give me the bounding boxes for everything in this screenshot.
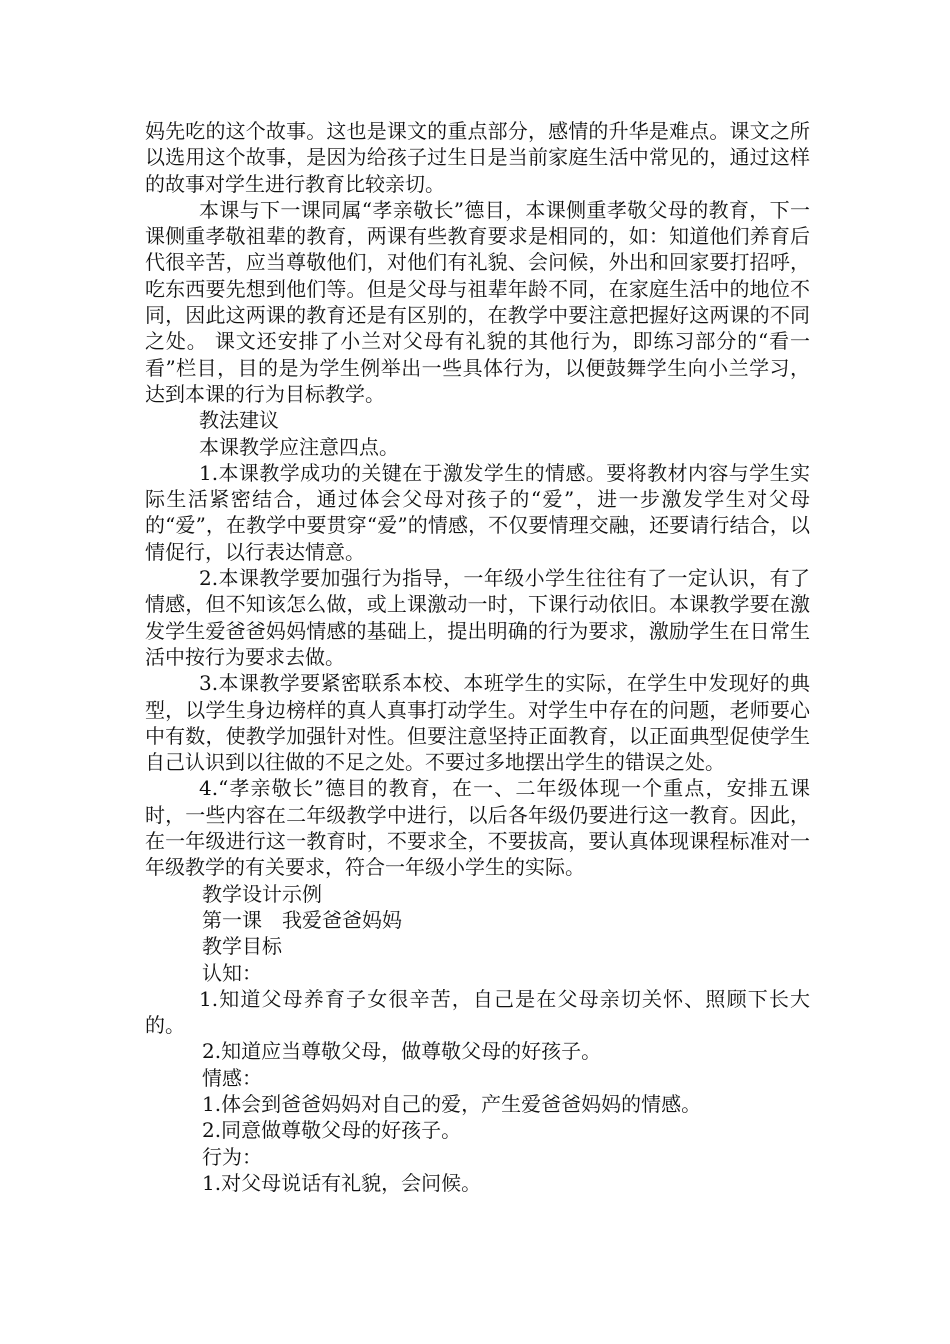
paragraph-point-2: 2.本课教学要加强行为指导，一年级小学生往往有了一定认识，有了情感，但不知该怎么做，或上课激动一时，下课行动依旧。本课教学要在激发学生爱爸爸妈妈情感的基础上，提出明确的行为要求，激励学生在日常生活中按行为要求去做。 xyxy=(145,566,810,669)
paragraph-story-summary: 妈先吃的这个故事。这也是课文的重点部分，感情的升华是难点。课文之所以选用这个故事，是因为给孩子过生日是当前家庭生活中常见的，通过这样的故事对学生进行教育比较亲切。 xyxy=(145,119,810,196)
document-body xyxy=(145,118,810,1196)
label-cognition: 认知： xyxy=(202,960,262,985)
goal-cognition-1: 1.知道父母养育子女很辛苦，自己是在父母亲切关怀、照顾下长大的。 xyxy=(145,986,810,1038)
heading-design-example: 教学设计示例 xyxy=(202,881,322,906)
heading-lesson-one: 第一课 我爱爸爸妈妈 xyxy=(202,907,402,932)
goal-cognition-2: 2.知道应当尊敬父母，做尊敬父母的好孩子。 xyxy=(202,1039,602,1064)
heading-teaching-suggestions: 教法建议 xyxy=(199,408,279,433)
paragraph-four-points-intro: 本课教学应注意四点。 xyxy=(199,434,399,459)
label-behavior: 行为： xyxy=(202,1144,262,1169)
goal-emotion-2: 2.同意做尊敬父母的好孩子。 xyxy=(202,1118,462,1143)
paragraph-point-1: 1.本课教学成功的关键在于激发学生的情感。要将教材内容与学生实际生活紧密结合，通过体会父母对孩子的“爱”，进一步激发学生对父母的“爱”，在教学中要贯穿“爱”的情感，不仅要情理交融，还要请行结合，以情促行，以行表达情意。 xyxy=(145,460,810,564)
paragraph-point-3: 3.本课教学要紧密联系本校、本班学生的实际，在学生中发现好的典型，以学生身边榜样的真人真事打动学生。对学生中存在的问题，老师要心中有数，使教学加强针对性。但要注意坚持正面教育，以正面典型促使学生自己认识到以往做的不足之处。不要过多地摆出学生的错误之处。 xyxy=(145,671,810,775)
goal-emotion-1: 1.体会到爸爸妈妈对自己的爱，产生爱爸爸妈妈的情感。 xyxy=(202,1091,702,1116)
heading-teaching-goals: 教学目标 xyxy=(202,934,282,959)
goal-behavior-1: 1.对父母说话有礼貌，会问候。 xyxy=(202,1170,482,1195)
paragraph-lesson-relation: 本课与下一课同属“孝亲敬长”德目，本课侧重孝敬父母的教育，下一课侧重孝敬祖辈的教育，两课有些教育要求是相同的，如：知道他们养育后代很辛苦，应当尊敬他们，对他们有礼貌、会问候，外出和回家要打招呼，吃东西要先想到他们等。但是父母与祖辈年龄不同，在家庭生活中的地位不同，因此这两课的教育还是有区别的，在教学中要注意把握好这两课的不同之处。 课文还安排了小兰对父母有礼貌的其他行为，即练习部分的“看一看”栏目，目的是为学生例举出一些具体行为，以便鼓舞学生向小兰学习，达到本课的行为目标教学。 xyxy=(145,197,810,406)
label-emotion: 情感： xyxy=(202,1065,262,1090)
paragraph-point-4: 4.“孝亲敬长”德目的教育，在一、二年级体现一个重点，安排五课时，一些内容在二年级教学中进行，以后各年级仍要进行这一教育。因此，在一年级进行这一教育时，不要求全，不要拔高，要认真体现课程标准对一年级教学的有关要求，符合一年级小学生的实际。 xyxy=(145,776,810,880)
